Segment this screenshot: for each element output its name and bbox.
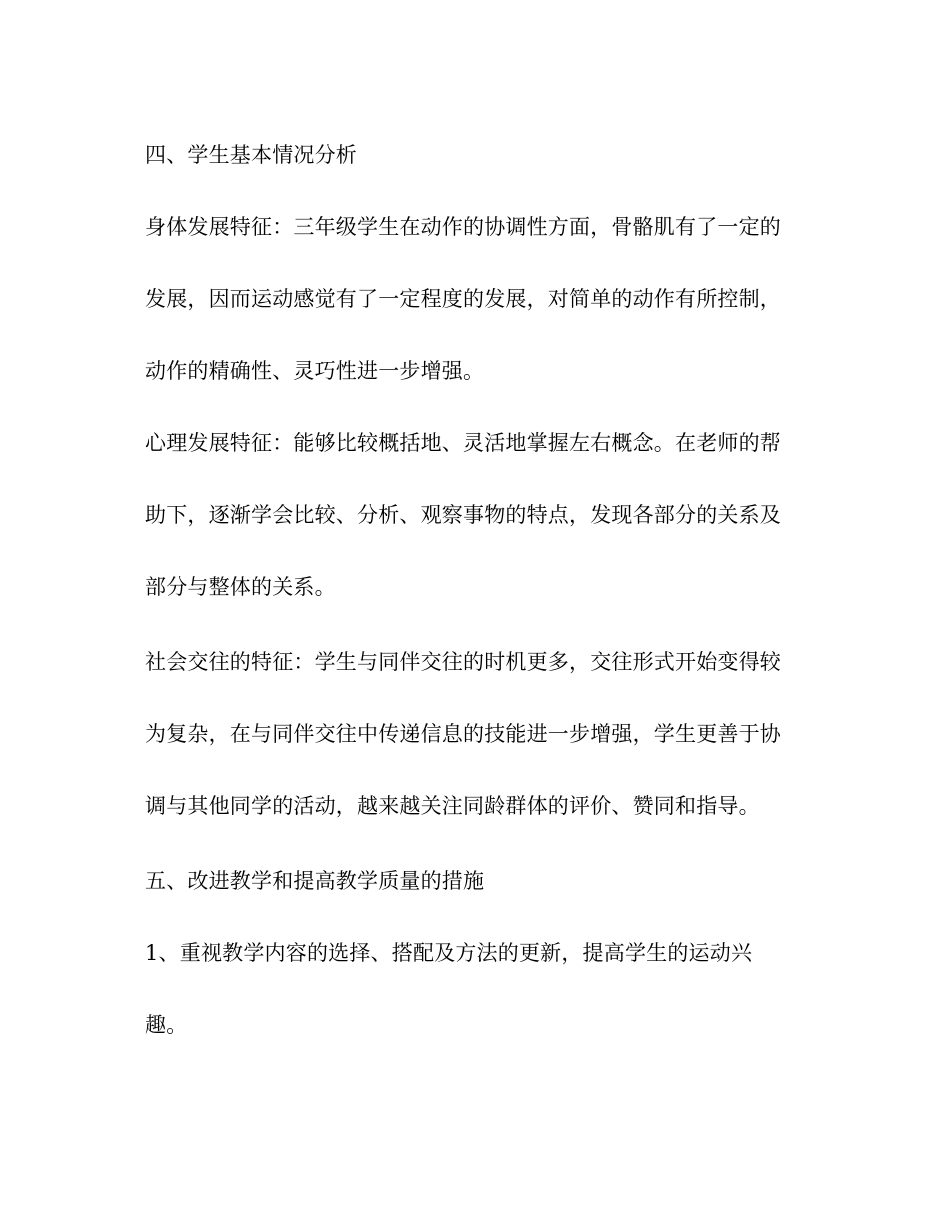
paragraph-social-line-3: 调与其他同学的活动，越来越关注同龄群体的评价、赞同和指导。 <box>145 794 760 818</box>
paragraph-physical-line-1: 身体发展特征：三年级学生在动作的协调性方面，骨骼肌有了一定的 <box>145 215 781 239</box>
paragraph-psychological-line-3: 部分与整体的关系。 <box>145 575 336 599</box>
list-item-1-line-1: 1、重视教学内容的选择、搭配及方法的更新，提高学生的运动兴 <box>145 941 753 965</box>
paragraph-psychological-line-2: 助下，逐渐学会比较、分析、观察事物的特点，发现各部分的关系及 <box>145 503 781 527</box>
paragraph-social-line-2: 为复杂，在与同伴交往中传递信息的技能进一步增强，学生更善于协 <box>145 722 781 746</box>
paragraph-social-line-1: 社会交往的特征：学生与同伴交往的时机更多，交往形式开始变得较 <box>145 650 781 674</box>
section-heading-student-analysis: 四、学生基本情况分析 <box>145 143 357 167</box>
section-heading-improvement-measures: 五、改进教学和提高教学质量的措施 <box>145 869 485 893</box>
list-item-1-line-2: 趣。 <box>145 1013 188 1037</box>
paragraph-physical-line-3: 动作的精确性、灵巧性进一步增强。 <box>145 359 485 383</box>
paragraph-physical-line-2: 发展，因而运动感觉有了一定程度的发展，对简单的动作有所控制， <box>145 287 781 311</box>
paragraph-psychological-line-1: 心理发展特征：能够比较概括地、灵活地掌握左右概念。在老师的帮 <box>145 431 781 455</box>
